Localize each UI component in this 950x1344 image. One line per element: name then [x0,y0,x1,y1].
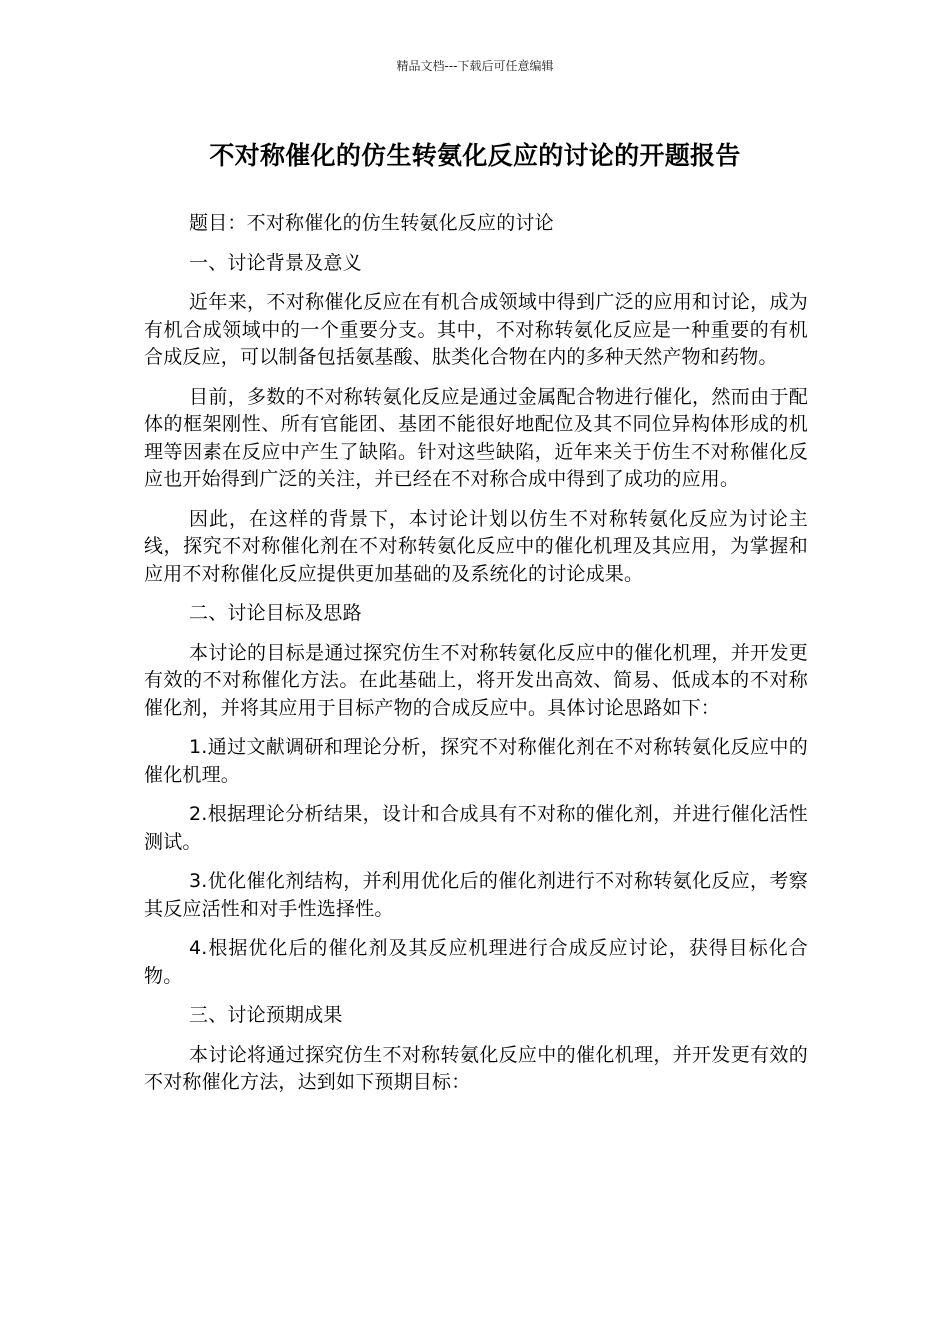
paragraph: 因此，在这样的背景下，本讨论计划以仿生不对称转氨化反应为讨论主线，探究不对称催化剂在不对称转氨化反应中的催化机理及其应用，为掌握和应用不对称催化反应提供更加基础的及系统化的讨论成果。 [144,507,808,585]
list-item: 4.根据优化后的催化剂及其反应机理进行合成反应讨论，获得目标化合物。 [144,937,808,987]
paragraph: 近年来，不对称催化反应在有机合成领域中得到广泛的应用和讨论，成为有机合成领域中的一个重要分支。其中，不对称转氨化反应是一种重要的有机合成反应，可以制备包括氨基酸、肽类化合物在内的多种天然产物和药物。 [144,291,808,368]
document-title: 不对称催化的仿生转氨化反应的讨论的开题报告 [209,141,741,170]
list-item: 3.优化催化剂结构，并利用优化后的催化剂进行不对称转氨化反应，考察其反应活性和对手性选择性。 [144,870,808,920]
list-item: 2.根据理论分析结果，设计和合成具有不对称的催化剂，并进行催化活性测试。 [144,803,808,853]
paragraph: 目前，多数的不对称转氨化反应是通过金属配合物进行催化，然而由于配体的框架刚性、所有官能团、基团不能很好地配位及其不同位异构体形成的机理等因素在反应中产生了缺陷。针对这些缺陷，近年来关于仿生不对称催化反应也开始得到广泛的关注，并已经在不对称合成中得到了成功的应用。 [144,385,808,490]
section-heading-outcomes: 三、讨论预期成果 [189,1004,343,1026]
paragraph: 本讨论将通过探究仿生不对称转氨化反应中的催化机理，并开发更有效的不对称催化方法，达到如下预期目标： [144,1043,808,1093]
paragraph-subject: 题目：不对称催化的仿生转氨化反应的讨论 [189,212,554,234]
section-heading-background: 一、讨论背景及意义 [189,251,362,274]
header-note: 精品文档---下载后可任意编辑 [396,59,554,73]
document-body [144,210,808,1109]
list-item: 1.通过文献调研和理论分析，探究不对称催化剂在不对称转氨化反应中的催化机理。 [144,736,808,786]
section-heading-goals: 二、讨论目标及思路 [189,602,362,624]
paragraph: 本讨论的目标是通过探究仿生不对称转氨化反应中的催化机理，并开发更有效的不对称催化方法。在此基础上，将开发出高效、简易、低成本的不对称催化剂，并将其应用于目标产物的合成反应中。具体讨论思路如下： [144,641,808,719]
